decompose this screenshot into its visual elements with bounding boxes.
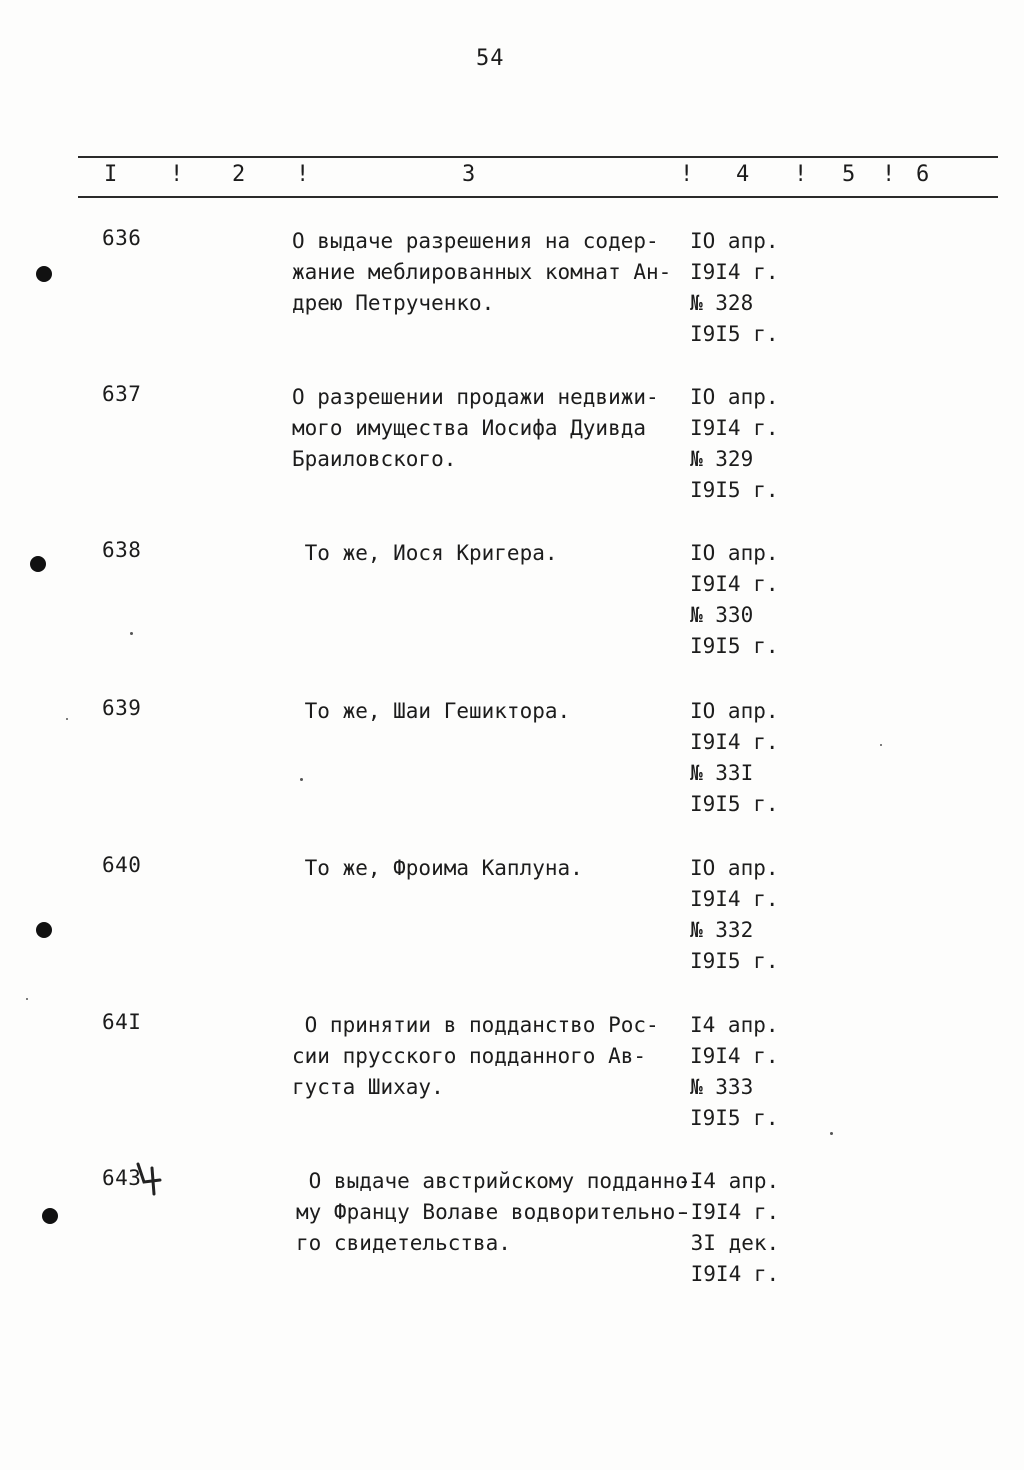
entry-date-line: I9I5 г. xyxy=(690,322,779,346)
entry-date-line: IO апр. xyxy=(690,699,779,723)
entry-title-line: О выдаче разрешения на содер- xyxy=(292,229,659,253)
entry-title-line: То же, Иося Кригера. xyxy=(292,541,558,565)
entry-title-line: жание меблированных комнат Ан- xyxy=(292,260,672,284)
entry-title-line: О выдаче австрийскому подданно- xyxy=(296,1169,701,1193)
entry-title xyxy=(292,382,692,475)
entry-date-line: -I9I4 г. xyxy=(678,1200,780,1224)
scan-speck xyxy=(880,744,882,746)
entry-dates xyxy=(690,538,779,662)
entry-title-line: дрею Петрученко. xyxy=(292,291,495,315)
entry-title-line: густа Шихау. xyxy=(292,1075,444,1099)
entry-date-line: I9I4 г. xyxy=(690,572,779,596)
entry-dates xyxy=(690,696,779,820)
entry-date-line: 3I дек. xyxy=(678,1231,780,1255)
header-top-rule xyxy=(78,156,998,158)
entry-title xyxy=(292,226,692,319)
scan-speck xyxy=(830,1132,833,1135)
scan-speck xyxy=(66,718,68,720)
entry-title-line: О разрешении продажи недвижи- xyxy=(292,385,659,409)
entry-date-line: I9I4 г. xyxy=(678,1262,780,1286)
entry-date-line: I9I5 г. xyxy=(690,478,779,502)
entry-date-line: № 329 xyxy=(690,447,754,471)
entry-title-line: му Францу Волаве водворительно- xyxy=(296,1200,688,1224)
entry-title xyxy=(292,696,692,727)
column-separator: ! xyxy=(794,162,808,187)
entry-number: 639 xyxy=(102,696,142,720)
entry-date-line: I9I4 г. xyxy=(690,416,779,440)
column-header-5: 5 xyxy=(842,162,856,187)
binder-hole xyxy=(36,922,52,938)
entry-date-line: № 330 xyxy=(690,603,754,627)
entry-number: 637 xyxy=(102,382,142,406)
entry-dates xyxy=(690,226,779,350)
entry-date-line: I9I4 г. xyxy=(690,1044,779,1068)
entry-date-line: I9I5 г. xyxy=(690,1106,779,1130)
entry-title xyxy=(296,1166,701,1259)
entry-title-line: мого имущества Иосифа Дуивда xyxy=(292,416,647,440)
entry-date-line: IO апр. xyxy=(690,385,779,409)
entry-date-line: I9I4 г. xyxy=(690,730,779,754)
entry-dates xyxy=(678,1166,779,1290)
entry-date-line: I9I4 г. xyxy=(690,260,779,284)
column-header-6: 6 xyxy=(916,162,930,187)
entry-dates xyxy=(690,1010,779,1134)
scan-speck xyxy=(300,778,303,781)
entry-dates xyxy=(690,382,779,506)
entry-date-line: I9I5 г. xyxy=(690,949,779,973)
entry-date-line: № 33I xyxy=(690,761,754,785)
entry-date-line: I9I5 г. xyxy=(690,792,779,816)
entry-date-line: № 333 xyxy=(690,1075,754,1099)
entry-date-line: IO апр. xyxy=(690,229,779,253)
column-separator: ! xyxy=(170,162,184,187)
binder-hole xyxy=(36,266,52,282)
entry-title xyxy=(292,853,692,884)
entry-title-line: Браиловского. xyxy=(292,447,457,471)
entry-date-line: I9I5 г. xyxy=(690,634,779,658)
scan-speck xyxy=(130,632,133,635)
binder-hole xyxy=(42,1208,58,1224)
entry-date-line: -I4 апр. xyxy=(678,1169,780,1193)
entry-date-line: № 328 xyxy=(690,291,754,315)
column-separator: ! xyxy=(296,162,310,187)
column-separator: ! xyxy=(680,162,694,187)
entry-number: 643 xyxy=(102,1166,142,1190)
column-header-4: 4 xyxy=(736,162,750,187)
entry-title-line: О принятии в подданство Рос- xyxy=(292,1013,659,1037)
entry-number: 636 xyxy=(102,226,142,250)
entry-title-line: сии прусского подданного Ав- xyxy=(292,1044,647,1068)
entry-number: 64I xyxy=(102,1010,142,1034)
column-separator: ! xyxy=(882,162,896,187)
entry-title-line: го свидетельства. xyxy=(296,1231,511,1255)
entry-number: 640 xyxy=(102,853,142,877)
handwritten-correction-mark xyxy=(134,1160,164,1196)
entry-title xyxy=(292,1010,692,1103)
scan-speck xyxy=(26,998,28,1000)
entry-date-line: I4 апр. xyxy=(690,1013,779,1037)
page-number: 54 xyxy=(476,46,505,71)
binder-hole xyxy=(30,556,46,572)
entry-date-line: I9I4 г. xyxy=(690,887,779,911)
entry-date-line: № 332 xyxy=(690,918,754,942)
column-header-3: 3 xyxy=(462,162,476,187)
entry-title-line: То же, Шаи Гешиктора. xyxy=(292,699,571,723)
entry-title xyxy=(292,538,692,569)
entry-dates xyxy=(690,853,779,977)
entry-date-line: IO апр. xyxy=(690,856,779,880)
header-bottom-rule xyxy=(78,196,998,198)
entry-date-line: IO апр. xyxy=(690,541,779,565)
column-header-2: 2 xyxy=(232,162,246,187)
entry-title-line: То же, Фроима Каплуна. xyxy=(292,856,583,880)
column-header-1: I xyxy=(104,162,118,187)
entry-number: 638 xyxy=(102,538,142,562)
